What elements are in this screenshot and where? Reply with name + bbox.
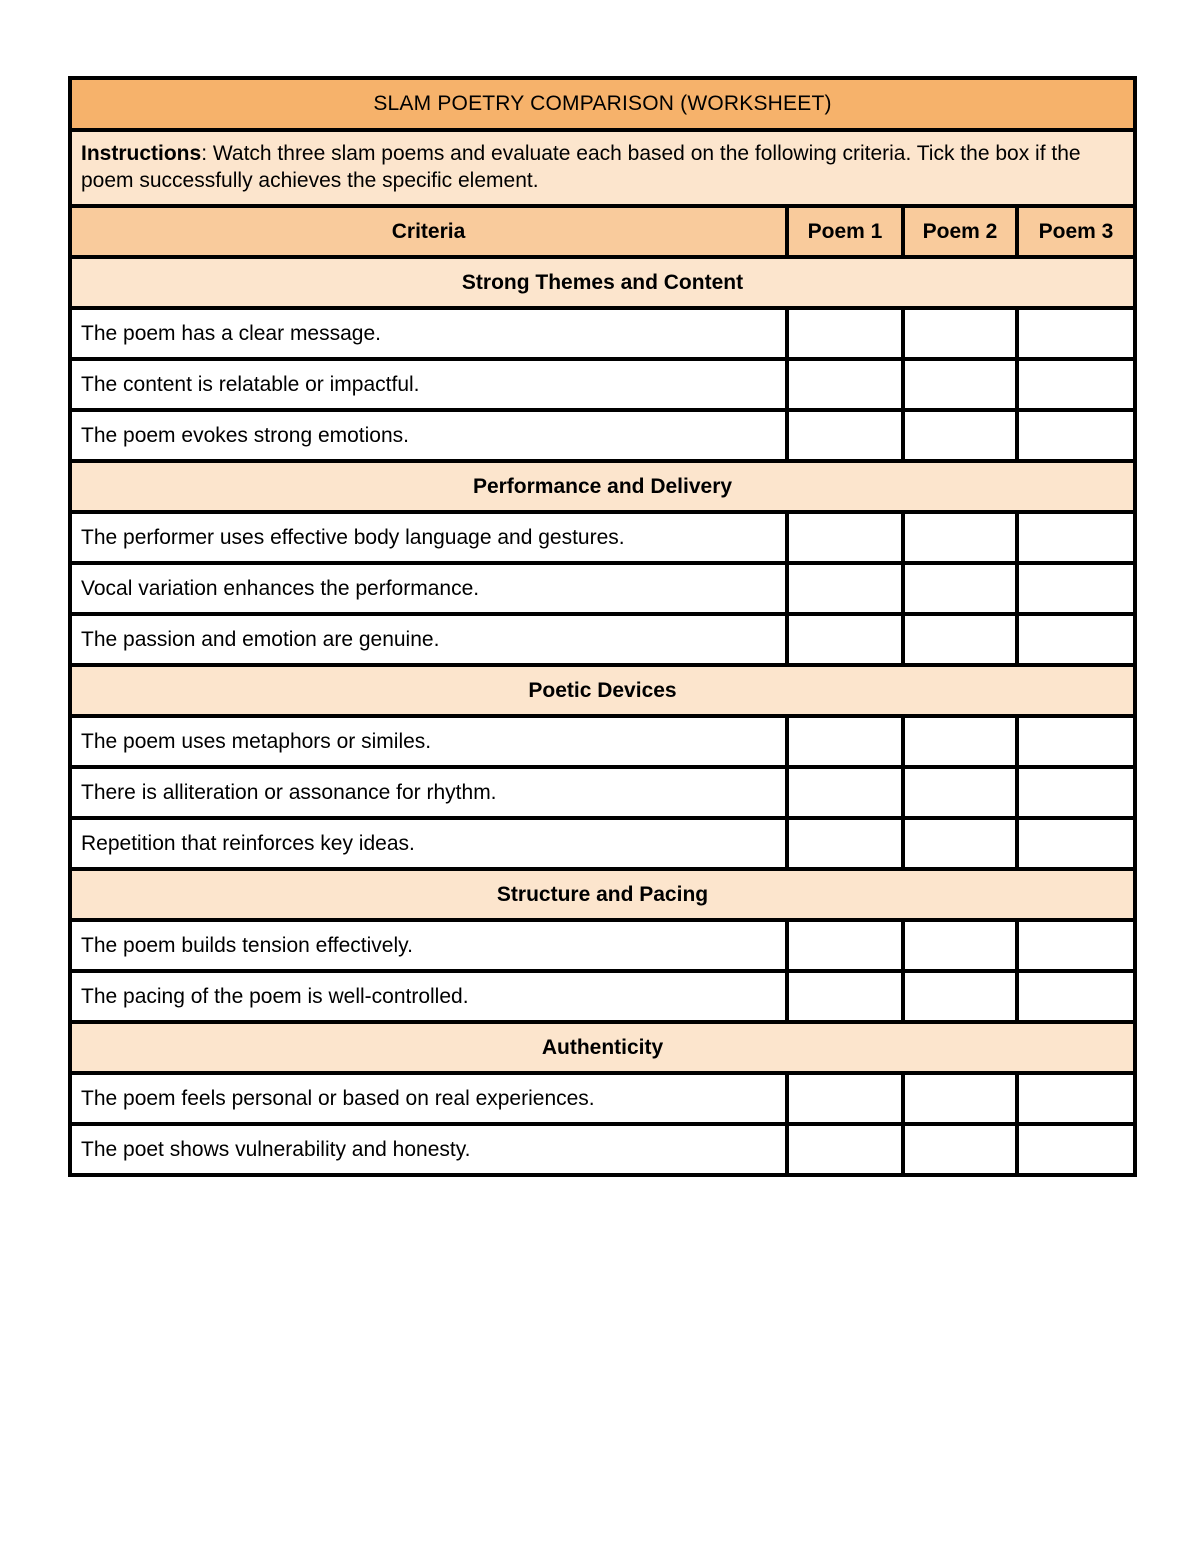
poem-2-tick-box[interactable] (903, 971, 1017, 1022)
poem-2-tick-box[interactable] (903, 563, 1017, 614)
worksheet-title: SLAM POETRY COMPARISON (WORKSHEET) (70, 78, 1135, 130)
poem-2-tick-box[interactable] (903, 410, 1017, 461)
poem-2-tick-box[interactable] (903, 308, 1017, 359)
section-row (70, 1022, 1135, 1073)
poem-2-tick-box[interactable] (903, 512, 1017, 563)
section-title: Poetic Devices (70, 665, 1135, 716)
poem-1-tick-box[interactable] (787, 1073, 903, 1124)
criteria-text: The poem evokes strong emotions. (70, 410, 787, 461)
criteria-row (70, 308, 1135, 359)
section-row (70, 665, 1135, 716)
criteria-text: There is alliteration or assonance for rhythm. (70, 767, 787, 818)
criteria-row (70, 512, 1135, 563)
section-title: Authenticity (70, 1022, 1135, 1073)
section-title: Structure and Pacing (70, 869, 1135, 920)
criteria-row (70, 563, 1135, 614)
criteria-row (70, 614, 1135, 665)
criteria-header: Criteria (70, 206, 787, 257)
section-title: Strong Themes and Content (70, 257, 1135, 308)
section-row (70, 869, 1135, 920)
poem-3-tick-box[interactable] (1017, 716, 1135, 767)
criteria-row (70, 1124, 1135, 1175)
poem-1-tick-box[interactable] (787, 614, 903, 665)
poem-1-tick-box[interactable] (787, 920, 903, 971)
criteria-text: The passion and emotion are genuine. (70, 614, 787, 665)
poem-2-tick-box[interactable] (903, 359, 1017, 410)
poem-2-tick-box[interactable] (903, 920, 1017, 971)
poem-1-tick-box[interactable] (787, 971, 903, 1022)
poem-2-header: Poem 2 (903, 206, 1017, 257)
poem-3-tick-box[interactable] (1017, 767, 1135, 818)
poem-3-tick-box[interactable] (1017, 971, 1135, 1022)
poem-1-tick-box[interactable] (787, 308, 903, 359)
poem-3-tick-box[interactable] (1017, 308, 1135, 359)
poem-1-tick-box[interactable] (787, 563, 903, 614)
column-header-row (70, 206, 1135, 257)
criteria-row (70, 359, 1135, 410)
poem-3-tick-box[interactable] (1017, 512, 1135, 563)
poem-2-tick-box[interactable] (903, 1124, 1017, 1175)
poem-1-tick-box[interactable] (787, 818, 903, 869)
criteria-text: The pacing of the poem is well-controlled. (70, 971, 787, 1022)
section-row (70, 461, 1135, 512)
poem-3-tick-box[interactable] (1017, 614, 1135, 665)
poem-2-tick-box[interactable] (903, 767, 1017, 818)
criteria-row (70, 920, 1135, 971)
instructions-label: Instructions (81, 142, 202, 165)
criteria-row (70, 716, 1135, 767)
instructions-text: : Watch three slam poems and evaluate each based on the following criteria. Tick the box if the poem successfully achieves the specific element. (81, 142, 1081, 192)
criteria-row (70, 1073, 1135, 1124)
poem-3-tick-box[interactable] (1017, 1073, 1135, 1124)
worksheet-table (68, 76, 1137, 1177)
poem-3-tick-box[interactable] (1017, 818, 1135, 869)
instructions-row (70, 130, 1135, 206)
poem-3-tick-box[interactable] (1017, 563, 1135, 614)
poem-1-tick-box[interactable] (787, 716, 903, 767)
section-title: Performance and Delivery (70, 461, 1135, 512)
criteria-text: Vocal variation enhances the performance. (70, 563, 787, 614)
criteria-text: The poem has a clear message. (70, 308, 787, 359)
poem-1-header: Poem 1 (787, 206, 903, 257)
criteria-text: The poet shows vulnerability and honesty. (70, 1124, 787, 1175)
poem-1-tick-box[interactable] (787, 512, 903, 563)
poem-2-tick-box[interactable] (903, 818, 1017, 869)
poem-1-tick-box[interactable] (787, 410, 903, 461)
poem-1-tick-box[interactable] (787, 359, 903, 410)
criteria-text: The content is relatable or impactful. (70, 359, 787, 410)
criteria-text: Repetition that reinforces key ideas. (70, 818, 787, 869)
criteria-text: The performer uses effective body language and gestures. (70, 512, 787, 563)
poem-1-tick-box[interactable] (787, 1124, 903, 1175)
poem-2-tick-box[interactable] (903, 614, 1017, 665)
poem-3-tick-box[interactable] (1017, 359, 1135, 410)
criteria-row (70, 818, 1135, 869)
poem-2-tick-box[interactable] (903, 716, 1017, 767)
poem-1-tick-box[interactable] (787, 767, 903, 818)
instructions (70, 130, 1135, 206)
title-row (70, 78, 1135, 130)
criteria-text: The poem uses metaphors or similes. (70, 716, 787, 767)
criteria-text: The poem builds tension effectively. (70, 920, 787, 971)
criteria-row (70, 971, 1135, 1022)
poem-3-tick-box[interactable] (1017, 410, 1135, 461)
poem-2-tick-box[interactable] (903, 1073, 1017, 1124)
poem-3-header: Poem 3 (1017, 206, 1135, 257)
poem-3-tick-box[interactable] (1017, 1124, 1135, 1175)
criteria-row (70, 410, 1135, 461)
criteria-text: The poem feels personal or based on real experiences. (70, 1073, 787, 1124)
section-row (70, 257, 1135, 308)
poem-3-tick-box[interactable] (1017, 920, 1135, 971)
criteria-row (70, 767, 1135, 818)
